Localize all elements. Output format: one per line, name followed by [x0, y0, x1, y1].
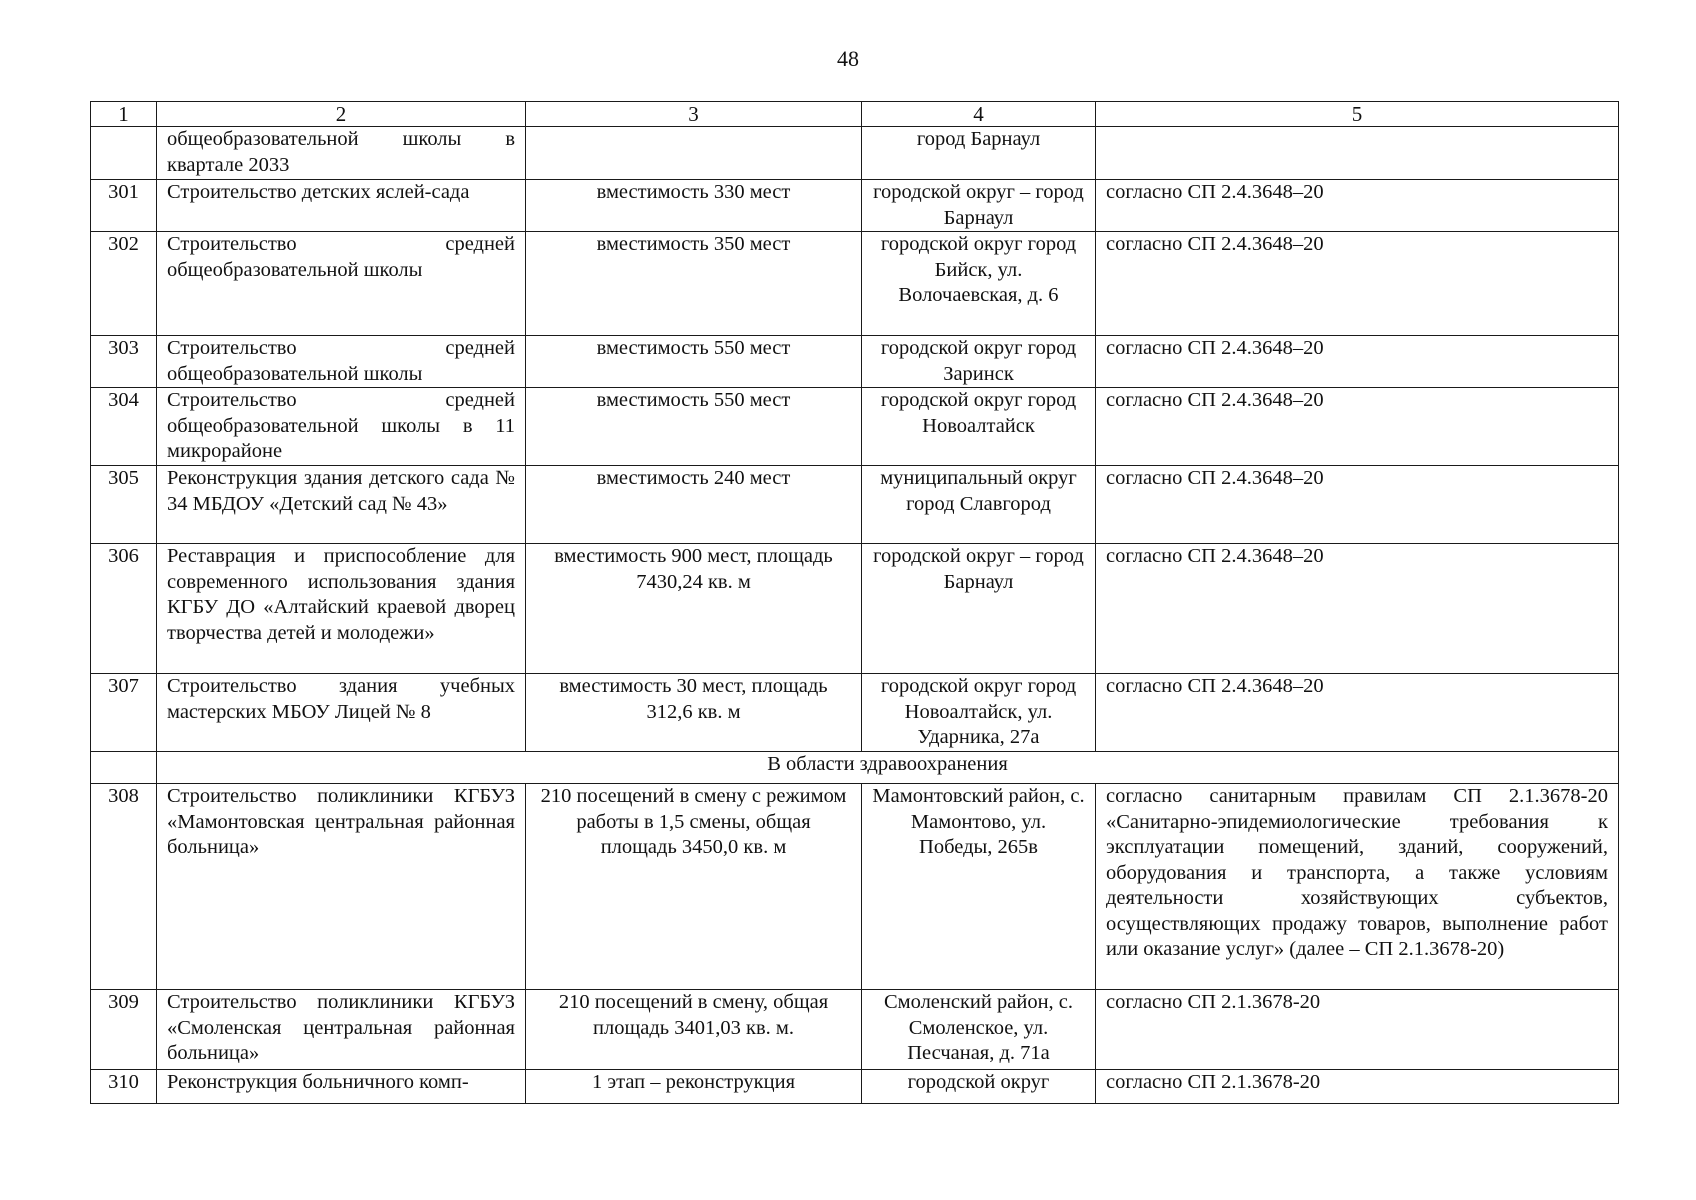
- object-capacity: вместимость 330 мест: [526, 180, 862, 232]
- object-name: Строительство средней общеобразовательной школы в 11 микрорайоне: [157, 388, 526, 466]
- object-capacity: вместимость 30 мест, площадь 312,6 кв. м: [526, 674, 862, 752]
- row-number: 304: [91, 388, 157, 466]
- table-row: [91, 784, 1619, 990]
- object-location: городской округ город Заринск: [862, 336, 1096, 388]
- object-standard: согласно СП 2.4.3648–20: [1096, 388, 1619, 466]
- table-row: [91, 674, 1619, 752]
- object-location: городской округ город Новоалтайск: [862, 388, 1096, 466]
- object-name: Реконструкция больничного комп-: [157, 1070, 526, 1104]
- object-standard: [1096, 127, 1619, 180]
- row-number: 307: [91, 674, 157, 752]
- row-number: 303: [91, 336, 157, 388]
- object-standard: согласно санитарным правилам СП 2.1.3678-20 «Санитарно-эпидемиологические требования к эксплуатации помещений, зданий, сооружений, оборудования и транспорта, а также условиям деятельности хозяйствующих субъектов, осуществляющих продажу товаров, выполнение работ или оказание услуг» (далее – СП 2.1.3678-20): [1096, 784, 1619, 990]
- table-row: [91, 232, 1619, 336]
- object-name: Строительство поликлиники КГБУЗ «Смоленская центральная районная больница»: [157, 990, 526, 1070]
- column-header-3: 3: [526, 102, 862, 127]
- object-standard: согласно СП 2.4.3648–20: [1096, 180, 1619, 232]
- object-location: городской округ – город Барнаул: [862, 180, 1096, 232]
- object-name: Реконструкция здания детского сада № 34 МБДОУ «Детский сад № 43»: [157, 466, 526, 544]
- object-name: Строительство средней общеобразовательной школы: [157, 336, 526, 388]
- object-standard: согласно СП 2.4.3648–20: [1096, 544, 1619, 674]
- object-name: Реставрация и приспособление для современного использования здания КГБУ ДО «Алтайский краевой дворец творчества детей и молодежи»: [157, 544, 526, 674]
- column-header-2: 2: [157, 102, 526, 127]
- header-row: [91, 102, 1619, 127]
- column-header-4: 4: [862, 102, 1096, 127]
- object-standard: согласно СП 2.4.3648–20: [1096, 466, 1619, 544]
- table-row-continued: [91, 127, 1619, 180]
- section-row: [91, 752, 1619, 784]
- object-location: городской округ город Новоалтайск, ул. Ударника, 27а: [862, 674, 1096, 752]
- object-location: Мамонтовский район, с. Мамонтово, ул. Победы, 265в: [862, 784, 1096, 990]
- object-capacity: вместимость 350 мест: [526, 232, 862, 336]
- object-capacity: 210 посещений в смену, общая площадь 3401,03 кв. м.: [526, 990, 862, 1070]
- object-name: Строительство детских яслей-сада: [157, 180, 526, 232]
- table-row: [91, 466, 1619, 544]
- section-number-cell: [91, 752, 157, 784]
- section-title: В области здравоохранения: [157, 752, 1619, 784]
- row-number: 305: [91, 466, 157, 544]
- row-number: 310: [91, 1070, 157, 1104]
- object-name: Строительство средней общеобразовательной школы: [157, 232, 526, 336]
- table-row: [91, 544, 1619, 674]
- row-number: 301: [91, 180, 157, 232]
- object-location: городской округ город Бийск, ул. Волочаевская, д. 6: [862, 232, 1096, 336]
- object-capacity: 1 этап – реконструкция: [526, 1070, 862, 1104]
- table-row: [91, 1070, 1619, 1104]
- object-standard: согласно СП 2.4.3648–20: [1096, 336, 1619, 388]
- object-capacity: 210 посещений в смену с режимом работы в 1,5 смены, общая площадь 3450,0 кв. м: [526, 784, 862, 990]
- object-name: общеобразовательной школы в квартале 2033: [157, 127, 526, 180]
- object-capacity: вместимость 240 мест: [526, 466, 862, 544]
- table-row: [91, 180, 1619, 232]
- row-number: [91, 127, 157, 180]
- object-location: Смоленский район, с. Смоленское, ул. Песчаная, д. 71а: [862, 990, 1096, 1070]
- object-location: городской округ – город Барнаул: [862, 544, 1096, 674]
- row-number: 309: [91, 990, 157, 1070]
- row-number: 308: [91, 784, 157, 990]
- column-header-5: 5: [1096, 102, 1619, 127]
- objects-table: [90, 101, 1619, 1104]
- object-name: Строительство поликлиники КГБУЗ «Мамонтовская центральная районная больница»: [157, 784, 526, 990]
- object-capacity: вместимость 550 мест: [526, 336, 862, 388]
- object-standard: согласно СП 2.1.3678-20: [1096, 1070, 1619, 1104]
- object-standard: согласно СП 2.4.3648–20: [1096, 232, 1619, 336]
- object-capacity: вместимость 550 мест: [526, 388, 862, 466]
- object-capacity: вместимость 900 мест, площадь 7430,24 кв. м: [526, 544, 862, 674]
- object-location: муниципальный округ город Славгород: [862, 466, 1096, 544]
- table-row: [91, 336, 1619, 388]
- table-row: [91, 388, 1619, 466]
- object-standard: согласно СП 2.4.3648–20: [1096, 674, 1619, 752]
- column-header-1: 1: [91, 102, 157, 127]
- object-location: городской округ: [862, 1070, 1096, 1104]
- object-standard: согласно СП 2.1.3678-20: [1096, 990, 1619, 1070]
- row-number: 306: [91, 544, 157, 674]
- table-row: [91, 990, 1619, 1070]
- object-location: город Барнаул: [862, 127, 1096, 180]
- row-number: 302: [91, 232, 157, 336]
- page-number: 48: [837, 46, 859, 71]
- object-capacity: [526, 127, 862, 180]
- object-name: Строительство здания учебных мастерских МБОУ Лицей № 8: [157, 674, 526, 752]
